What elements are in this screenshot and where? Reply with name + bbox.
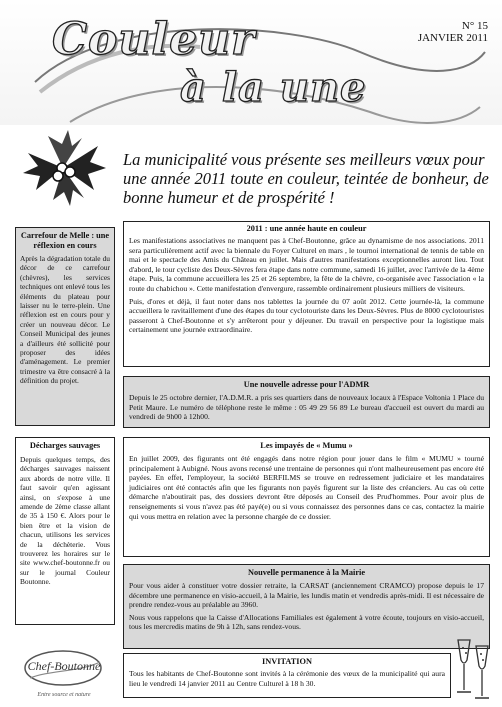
issue-number: N° 15 [461,20,488,32]
article-permanence-paragraph-2: Nous vous rappelons que la Caisse d'Allocations Familiales est également à votre écoute, toujours en visio-accueil, tous les mercredis matins de 9h à 12h, sans rendez-vous. [129,612,484,632]
article-mumu-box [123,437,490,557]
logo-tagline: Entre source et nature [37,692,91,698]
article-permanence-paragraph-1: Pour vous aider à constituer votre dossier retraite, la CARSAT (anciennement CRAMCO) propose depuis le 17 décembre une permanence en visio-accueil, à la Mairie, les lundis matin et vendredis après-midi. Il est nécessaire de prendre rendez-vous au préalable au 3960. [129,581,484,610]
intro-wishes: La municipalité vous présente ses meilleurs vœux pour une année 2011 toute en couleur, teintée de bonheur, de bonne humeur et de prospérité ! [123,150,489,207]
article-permanence-box [123,564,490,649]
article-2011-paragraph-2: Puis, d'ores et déjà, il faut noter dans nos tablettes la journée du 07 août 2012. Cette journée-là, la commune accueillera le ravitaillement d'une des étapes du tour cyclotouriste dans les Deux-Sèvres. Plus de 8000 cyclotouristes passeront à Chef-Boutonne et s'y arrêteront pour y déjeuner. Du travail en perspective pour la logistique mais certainement une journée extraordinaire. [129,296,484,335]
sidebar-carrefour-box [15,227,115,426]
champagne-glasses-icon [452,634,496,702]
article-2011-title: 2011 : une année haute en couleur [246,224,367,233]
masthead-title-line1: Couleur [52,14,256,65]
sidebar-decharges-title: Décharges sauvages [29,441,101,450]
article-admr-text: Depuis le 25 octobre dernier, l'A.D.M.R. a pris ses quartiers dans de nouveaux locaux à l'Espace Voltonia 1 Place du Petit Maure. Le numéro de téléphone reste le même : 05 49 29 56 89 Le bureau d'accueil est ouvert du mardi au vendredi de 9h00 à 12h00. [129,393,484,422]
invitation-text: Tous les habitants de Chef-Boutonne sont invités à la cérémonie des vœux de la municipalité qui aura lieu le vendredi 14 janvier 2011 au Centre Culturel à 18 h 30. [129,669,445,688]
holly-icon [18,128,108,208]
chef-boutonne-logo [20,642,106,702]
sidebar-carrefour-title: Carrefour de Melle : une réflexion en cours [20,231,110,250]
article-2011-paragraph-1: Les manifestations associatives ne manquent pas à Chef-Boutonne, grâce au dynamisme de nos associations. 2011 sera particulièrement actif avec la biennale du Foyer Culturel en mars , le tournoi international de tennis de table en mai et le spectacle des Amis du Château en juillet. Mais d'autres manifestations exceptionnelles auront lieu. Tout d'abord, le tour cycliste des Deux-Sèvres fera étape dans notre commune, samedi 16 juillet, avec l'arrivée de la 4ème étape. Puis, la commune accueillera les 25 et 26 septembre, la fête de la chèvre, co-organisée avec l'association « la route du chabichou ». Cette manifestation d'envergure, rassemble ordinairement plusieurs milliers de visiteurs. [129,236,484,293]
article-admr-box [123,376,490,428]
masthead-title-line2: à la une [180,64,367,111]
invitation-title: INVITATION [262,657,312,666]
logo-name: Chef-Boutonne [27,659,101,673]
sidebar-decharges-box [15,437,115,625]
article-admr-title: Une nouvelle adresse pour l'ADMR [243,380,370,389]
article-mumu-title: Les impayés de « Mumu » [260,441,353,450]
issue-date: JANVIER 2011 [417,32,488,44]
invitation-box [123,653,451,698]
article-2011-box [123,221,490,367]
issue-info [418,20,488,44]
sidebar-decharges-text: Depuis quelques temps, des décharges sauvages naissent aux abords de notre ville. Il faut savoir qu'en agissant ainsi, on s'expose à une amende de 2ème classe allant de 35 à 150 €. Alors pour le bien être et la vision de chacun, utilisons les services de la déchèterie. Vous trouverez les horaires sur le site www.chef-boutonne.fr ou sur le journal Couleur Boutonne. [20,455,110,587]
article-mumu-text: En juillet 2009, des figurants ont été engagés dans notre région pour jouer dans le film « MUMU » tourné principalement à Aubigné. Nous avons recensé une trentaine de personnes qui n'ont malheureusement pas encore été payées. En effet, l'employeur, la société BERFILMS se trouve en redressement judiciaire et les mandataires judiciaires ont été contactés afin que les figurants non payés figurent sur la liste des créanciers. Au cas où cette démarche n'aboutirait pas, des dossiers devront être déposés au Conseil des Prud'hommes. Pour avoir plus de renseignements si vous n'avez pas été payé(e) ou si vous connaissez des personnes dans ce cas, contactez la mairie qui vous mettra en relation avec la personne chargée de ce dossier. [129,454,484,521]
sidebar-carrefour-text: Après la dégradation totale du décor de ce carrefour (chèvres), les services techniques ont enlevé tous les éléments du plateau pour laisser nu le terre-plein. Une réflexion est en cours pour y créer un nouveau décor. Le Conseil Municipal des jeunes a d'ailleurs été sollicité pour proposer des idées d'aménagement. Le premier trimestre va être consacré à la définition du projet. [20,254,110,386]
article-permanence-title: Nouvelle permanence à la Mairie [247,568,366,577]
